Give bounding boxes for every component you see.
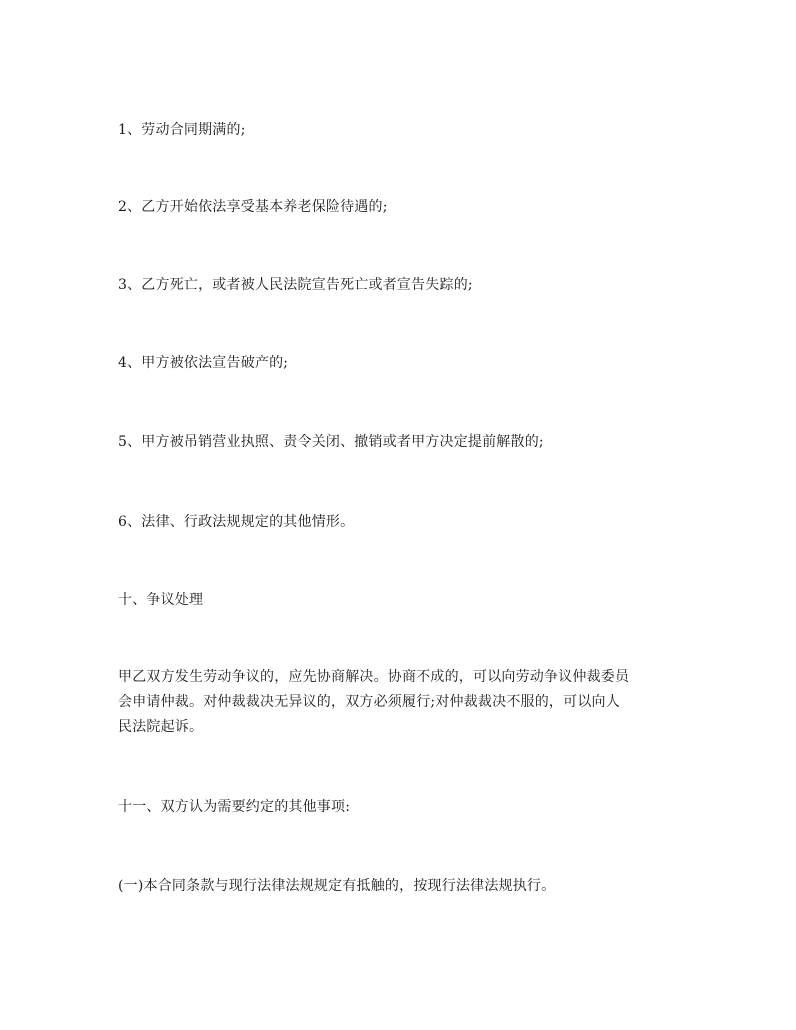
section-heading: 十、争议处理 — [118, 592, 204, 608]
paragraph-line: 甲乙双方发生劳动争议的，应先协商解决。协商不成的，可以向劳动争议仲裁委员 — [118, 669, 630, 685]
section-heading: 十一、双方认为需要约定的其他事项: — [118, 799, 351, 815]
paragraph-line: 会申请仲裁。对仲裁裁决无异议的，双方必须履行;对仲裁裁决不服的，可以向人 — [118, 694, 620, 710]
list-item: 4、甲方被依法宣告破产的; — [118, 355, 289, 371]
list-item: 6、法律、行政法规规定的其他情形。 — [118, 514, 355, 530]
list-item: 2、乙方开始依法享受基本养老保险待遇的; — [118, 199, 388, 215]
list-item: 1、劳动合同期满的; — [118, 122, 246, 138]
list-item: 3、乙方死亡，或者被人民法院宣告死亡或者宣告失踪的; — [118, 277, 473, 293]
list-item: 5、甲方被吊销营业执照、责令关闭、撤销或者甲方决定提前解散的; — [118, 434, 544, 450]
paragraph-line: 民法院起诉。 — [118, 719, 204, 735]
list-item: (一)本合同条款与现行法律法规规定有抵触的，按现行法律法规执行。 — [118, 878, 556, 894]
